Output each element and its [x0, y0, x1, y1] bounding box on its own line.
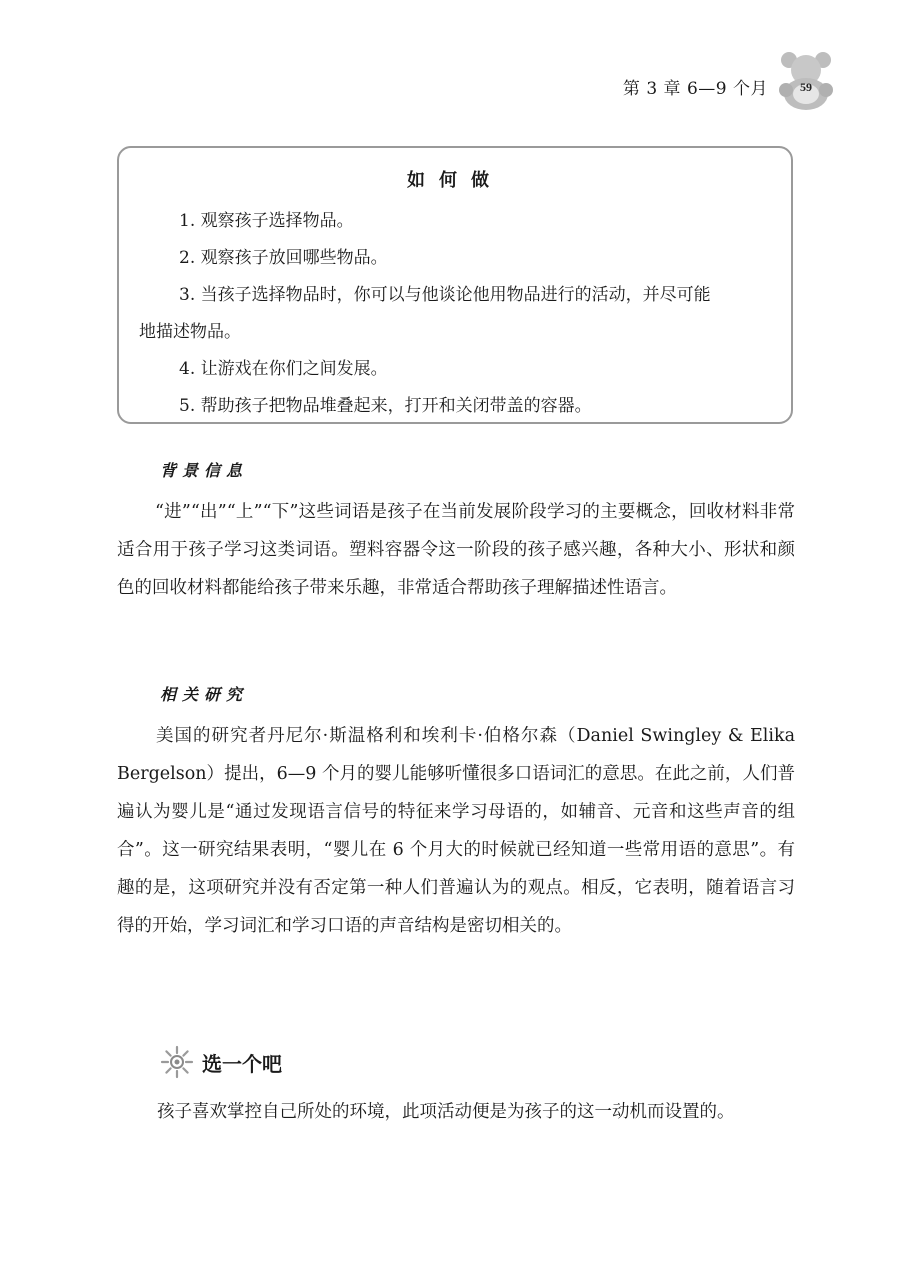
step-1: 1. 观察孩子选择物品。: [179, 211, 354, 231]
pick-one-text: 孩子喜欢掌控自己所处的环境，此项活动便是为孩子的这一动机而设置的。: [157, 1102, 735, 1122]
research-title: 相关研究: [160, 685, 249, 704]
research-paragraph: [117, 717, 795, 945]
step-3: 3. 当孩子选择物品时，你可以与他谈论他用物品进行的活动，并尽可能: [179, 285, 711, 305]
background-text: “进”“出”“上”“下”这些词语是孩子在当前发展阶段学习的主要概念，回收材料非常适合用于孩子学习这类词语。塑料容器令这一阶段的孩子感兴趣，各种大小、形状和颜色的回收材料都能给孩子带来乐趣，非常适合帮助孩子理解描述性语言。: [117, 502, 795, 598]
how-to-title: 如何做: [407, 170, 503, 191]
step-5: 5. 帮助孩子把物品堆叠起来，打开和关闭带盖的容器。: [179, 396, 592, 416]
step-3-continued: 地描述物品。: [139, 322, 241, 342]
background-title: 背景信息: [160, 461, 249, 480]
pick-one-title: 选一个吧: [202, 1052, 282, 1076]
page-number: 59: [800, 80, 812, 94]
research-text: 美国的研究者丹尼尔·斯温格利和埃利卡·伯格尔森（Daniel Swingley & Elika Bergelson）提出，6—9 个月的婴儿能够听懂很多口语词汇的意思。在此之前，人们普遍认为婴儿是“通过发现语言信号的特征来学习母语的，如辅音、元音和这些声音的组合”。这一研究结果表明，“婴儿在 6 个月大的时候就已经知道一些常用语的意思”。有趣的是，这项研究并没有否定第一种人们普遍认为的观点。相反，它表明，随着语言习得的开始，学习词汇和学习口语的声音结构是密切相关的。: [117, 726, 795, 936]
step-2: 2. 观察孩子放回哪些物品。: [179, 248, 388, 268]
background-paragraph: [117, 493, 795, 607]
chapter-header: 第 3 章 6—9 个月: [622, 79, 768, 99]
how-to-box: [117, 146, 793, 424]
sun-icon: [160, 1045, 194, 1079]
step-4: 4. 让游戏在你们之间发展。: [179, 359, 388, 379]
